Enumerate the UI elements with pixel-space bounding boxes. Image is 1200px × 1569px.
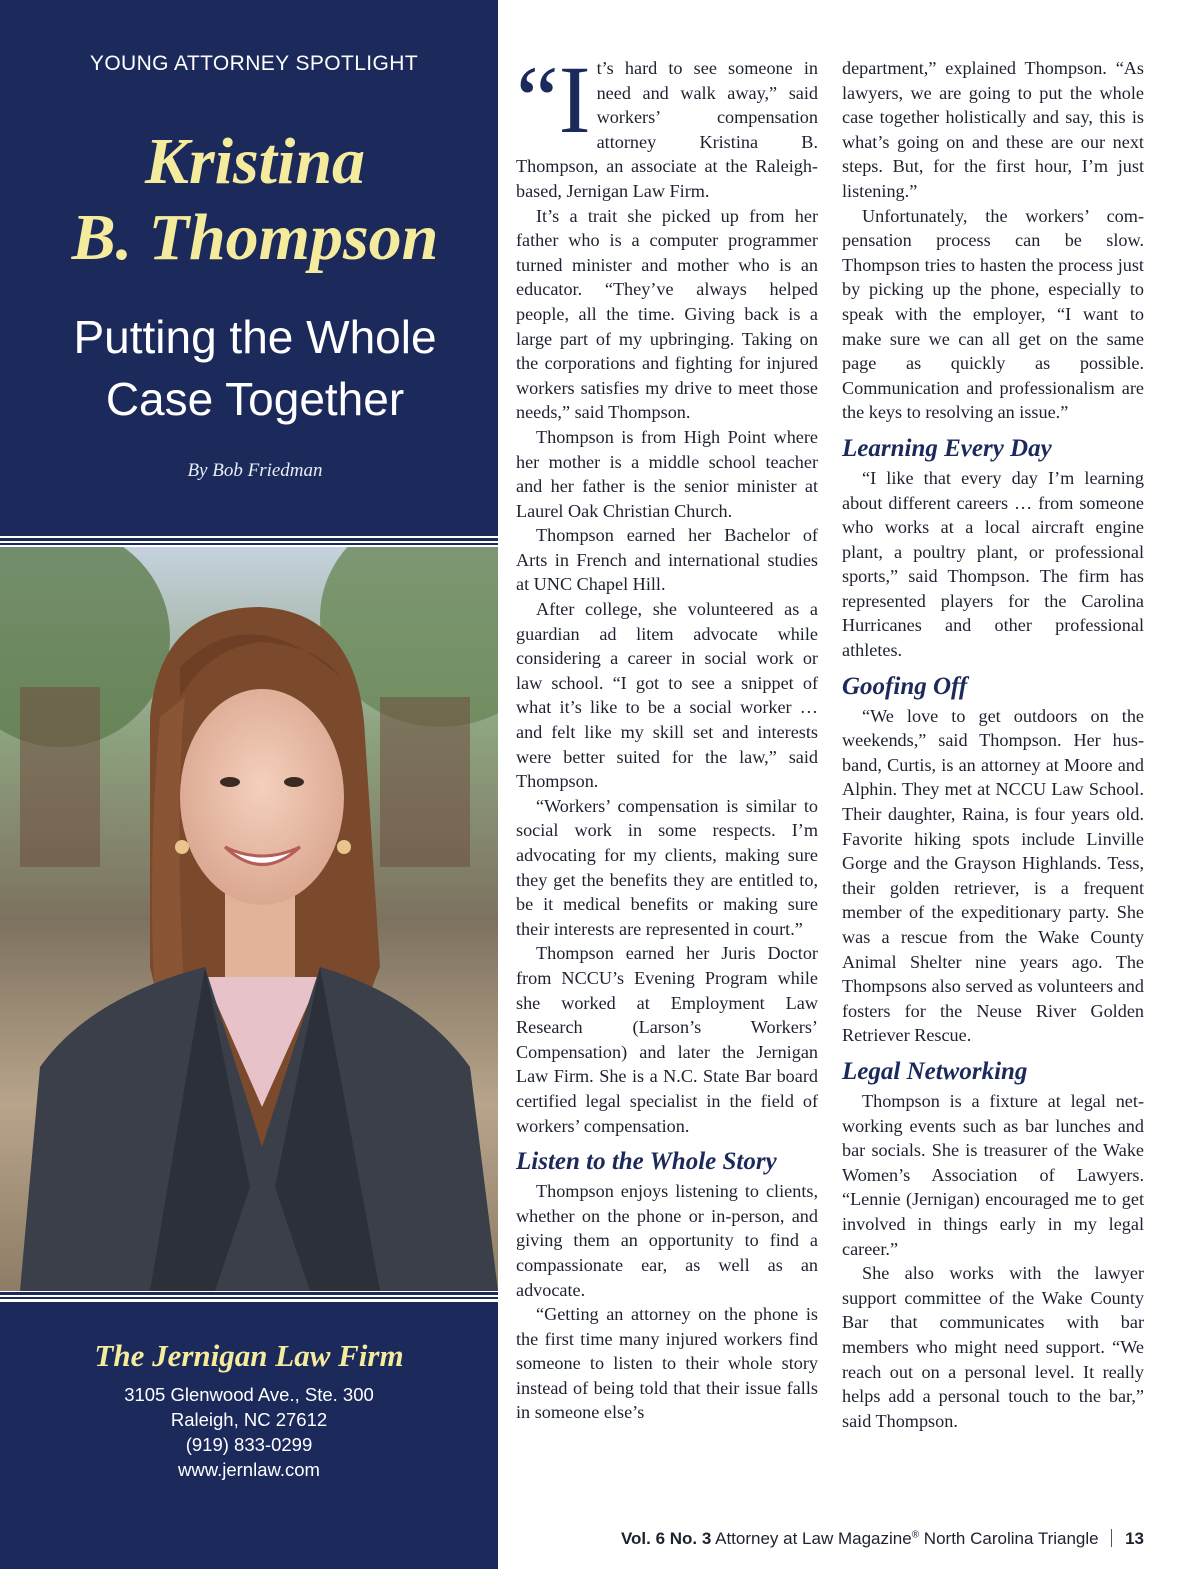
article-paragraph: After college, she volunteered as a guardian ad litem advocate while considering a career in social work or law school. “I got to see a snippet of what it’s like to be a social worker … and felt like my skill set and interests were better suited for the law,” said Thompson. [516, 599, 818, 792]
article-paragraph: Thompson is a fixture at legal networking events such as bar lunches and bar socials. She is treasurer of the Wake Women’s Association of Lawyers. “Lennie (Jernigan) encouraged me to get involved in things early in my legal career.” [842, 1090, 1144, 1259]
section-heading-learning: Learning Every Day [842, 434, 1052, 462]
section-kicker: YOUNG ATTORNEY SPOTLIGHT [89, 52, 419, 75]
article-paragraph: “Getting an attorney on the phone is the first time many injured workers find someone to listen to their whole story instead of being told that their issue falls in someone else’s [516, 1304, 818, 1423]
article-paragraph: t’s hard to see someone in need and walk away,” said workers’ compensation attorney Kristina B. Thompson, an associate at the Raleigh-based, Jernigan Law Firm. [516, 58, 818, 201]
article-paragraph: “Workers’ compensation is similar to social work in some respects. I’m advocating for my clients, making sure they get the benefits they are entitled to, be it medical benefits or making sure their interests are represented in court.” [516, 795, 818, 939]
footer-volume: Vol. 6 No. 3 [620, 1529, 712, 1548]
attorney-name-line2: B. Thompson [71, 201, 439, 274]
section-heading-networking: Legal Networking [842, 1057, 1028, 1085]
divider-rule-bottom-1 [0, 1292, 498, 1295]
page-number: 13 [1125, 1529, 1144, 1548]
portrait-illustration [0, 547, 498, 1291]
drop-cap: “I [516, 46, 591, 153]
firm-address-line1: 3105 Glenwood Ave., Ste. 300 [124, 1384, 374, 1405]
article-paragraph: Unfortunately, the workers’ compensation process can be slow. Thompson tries to hasten the process just by picking up the phone, especially to speak with the employer, “I want to make sure we can all get on the same page as quickly as possible. Communication and professionalism are the keys to resolving an issue.” [842, 205, 1144, 423]
article-paragraph: She also works with the lawyer support committee of the Wake County Bar that communicates with bar members who might need support. “We reach out on a personal level. It really helps add a personal touch to the bar,” said Thompson. [842, 1263, 1144, 1431]
article-subtitle-line2: Case Together [105, 373, 405, 425]
firm-address-line2: Raleigh, NC 27612 [170, 1409, 328, 1430]
article-subtitle [0, 306, 510, 430]
article-column-1 [516, 46, 818, 1425]
firm-phone: (919) 833-0299 [185, 1434, 313, 1455]
section-heading-goofing: Goofing Off [842, 672, 968, 700]
article-column-2 [842, 56, 1144, 1433]
divider-rule-top-1 [0, 538, 498, 541]
firm-info-panel [0, 1302, 498, 1569]
attorney-name [0, 124, 510, 276]
firm-website-link[interactable]: www.jernlaw.com [178, 1459, 320, 1480]
divider-rule-top-2 [0, 543, 498, 545]
article-paragraph: Thompson is from High Point where her mother is a middle school teacher and her father is the senior minister at Laurel Oak Christian Church. [516, 426, 818, 521]
article-paragraph: It’s a trait she picked up from her father who is a computer programmer turned minister and mother who is an educator. “They’ve always helped people, all the time. Giving back is a large part of my upbringing. Taking on the corporations and fighting for injured workers satisfies my drive to meet those needs,” said Thompson. [516, 205, 818, 423]
title-panel [0, 0, 498, 536]
divider-rule-bottom-2 [0, 1297, 498, 1299]
article-paragraph: “We love to get outdoors on the weekends,” said Thompson. Her husband, Curtis, is an attorney at Moore and Alphin. They met at NCCU Law School. Their daughter, Raina, is four years old. Favorite hiking spots include Linville Gorge and the Grayson Highlands. Tess, their golden retriever, is a frequent member of the expeditionary party. She was a rescue from the Wake County Animal Shelter nine years ago. The Thompsons also served as volunteers and fosters for the Neuse River Golden Retriever Rescue. [842, 705, 1144, 1046]
footer-registered-mark: ® [911, 1529, 920, 1541]
firm-name: The Jernigan Law Firm [94, 1338, 404, 1373]
footer-separator [1111, 1529, 1112, 1547]
article-paragraph: department,” explained Thompson. “As lawyers, we are going to put the whole case together holistically and say, this is what’s going on and these are our next steps. But, for the first hour, I’m just listening.” [842, 58, 1144, 201]
article-paragraph: Thompson enjoys listening to clients, whether on the phone or in-person, and giving them an opportunity to find a compassionate ear, as well as an advocate. [516, 1181, 818, 1300]
attorney-portrait-photo [0, 547, 498, 1291]
left-column [0, 0, 498, 1569]
page-footer [621, 1529, 1144, 1549]
byline: By Bob Friedman [187, 460, 323, 481]
article-paragraph: Thompson earned her Bachelor of Arts in French and international studies at UNC Chapel Hill. [516, 525, 818, 595]
footer-edition: North Carolina Triangle [923, 1529, 1099, 1548]
article-paragraph: “I like that every day I’m learning about different careers … from someone who works at a local aircraft engine plant, a poultry plant, or professional sports,” said Thompson. The firm has represented players for the Carolina Hurricanes and other professional athletes. [842, 467, 1144, 661]
attorney-name-line1: Kristina [144, 125, 366, 198]
section-heading-listen: Listen to the Whole Story [516, 1148, 777, 1176]
article-paragraph: Thompson earned her Juris Doctor from NCCU’s Evening Program while she worked at Employment Law Research (Larson’s Workers’ Compensation) and later the Jernigan Law Firm. She is a N.C. State Bar board certified legal specialist in the field of workers’ compensation. [516, 943, 818, 1136]
article-subtitle-line1: Putting the Whole [73, 311, 437, 363]
footer-magazine: Attorney at Law Magazine [715, 1529, 912, 1548]
